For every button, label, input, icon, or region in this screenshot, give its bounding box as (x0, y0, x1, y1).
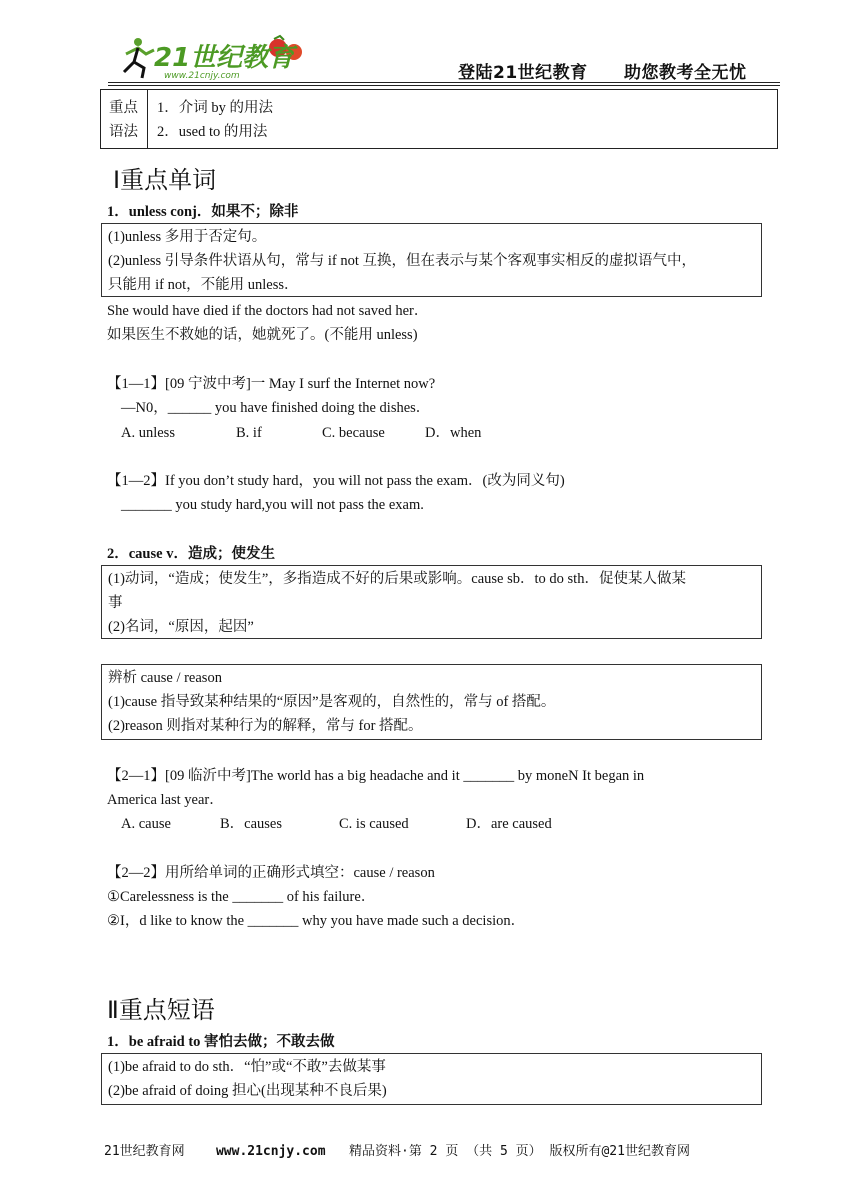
exercise-2-2-item-2: ②I，d like to know the _______ why you have made such a decision． (107, 913, 526, 929)
word2-note-line: (2)名词，“原因，起因” (108, 619, 254, 635)
grammar-item-1: 1．介词 by 的用法 (157, 100, 273, 116)
word1-note-line: (2)unless 引导条件状语从句，常与 if not 互换，但在表示与某个客观事实相反的虚拟语气中， (108, 253, 697, 269)
table-label-line2: 语法 (109, 124, 138, 140)
logo-graphic (108, 32, 308, 82)
exercise-2-1-line2: America last year． (107, 792, 224, 808)
phrase1-note-line: (2)be afraid of doing 担心(出现某种不良后果) (108, 1083, 387, 1099)
exercise-2-2-question: 【2—2】用所给单词的正确形式填空：cause / reason (107, 865, 435, 881)
exercise-2-2-item-1: ①Carelessness is the _______ of his failure． (107, 889, 376, 905)
svg-text:21世纪教育: 21世纪教育 (154, 43, 295, 73)
word2-comparison-box (101, 664, 762, 740)
exercise-1-1-line2: —N0，______ you have finished doing the dishes． (121, 400, 431, 416)
exercise-1-2-line2: _______ you study hard,you will not pass the exam. (121, 497, 424, 513)
header-slogan-left: 登陆21世纪教育 (458, 63, 588, 83)
phrase1-notes-box (101, 1053, 762, 1105)
word1-note-line: (1)unless 多用于否定句。 (108, 229, 267, 245)
word1-example-cn: 如果医生不救她的话，她就死了。(不能用 unless) (107, 327, 418, 343)
svg-text:www.21cnjy.com: www.21cnjy.com (164, 71, 240, 81)
exercise-1-1-option: B. if (236, 425, 262, 441)
footer-site: 21世纪教育网 (104, 1144, 185, 1159)
section-title-phrases: Ⅱ重点短语 (107, 996, 215, 1024)
header-slogan-right: 助您教考全无忧 (624, 63, 747, 83)
phrase1-note-line: (1)be afraid to do sth．“怕”或“不敢”去做某事 (108, 1059, 386, 1075)
footer-page-info: 精品资料·第 2 页 （共 5 页） 版权所有@21世纪教育网 (349, 1144, 690, 1159)
phrase1-heading: 1．be afraid to 害怕去做；不敢去做 (107, 1034, 335, 1050)
word2-heading: 2．cause v．造成；使发生 (107, 546, 275, 562)
header-rule (108, 82, 780, 83)
table-label-line1: 重点 (109, 100, 138, 116)
comparison-line: 辨析 cause / reason (108, 670, 222, 686)
word2-notes-box (101, 565, 762, 639)
exercise-1-1-option: C. because (322, 425, 385, 441)
exercise-2-1-option: D．are caused (466, 816, 552, 832)
word1-heading: 1．unless conj．如果不；除非 (107, 204, 299, 220)
word1-notes-box (101, 223, 762, 297)
key-grammar-table (100, 89, 778, 149)
header-rule-thin (108, 85, 780, 86)
exercise-1-2-question: 【1—2】If you don’t study hard，you will not pass the exam．(改为同义句) (107, 473, 565, 489)
exercise-1-1-option: D．when (425, 425, 482, 441)
section-title-words: Ⅰ重点单词 (113, 166, 217, 194)
word1-example-en: She would have died if the doctors had not saved her． (107, 303, 429, 319)
word2-note-line: 事 (108, 595, 123, 611)
word1-note-line: 只能用 if not，不能用 unless． (108, 277, 299, 293)
exercise-2-1-question: 【2—1】[09 临沂中考]The world has a big headache and it _______ by moneN It began in (107, 768, 645, 784)
exercise-1-1-option: A. unless (121, 425, 175, 441)
footer-url[interactable]: www.21cnjy.com (215, 1144, 326, 1159)
page-footer (104, 1140, 690, 1159)
grammar-item-2: 2．used to 的用法 (157, 124, 268, 140)
word2-note-line: (1)动词，“造成；使发生”，多指造成不好的后果或影响。cause sb．to do sth．促使某人做某 (108, 571, 686, 587)
comparison-line: (1)cause 指导致某种结果的“原因”是客观的，自然性的，常与 of 搭配。 (108, 694, 556, 710)
exercise-2-1-option: C. is caused (339, 816, 409, 832)
comparison-line: (2)reason 则指对某种行为的解释，常与 for 搭配。 (108, 718, 423, 734)
exercise-2-1-option: B．causes (220, 816, 283, 832)
exercise-1-1-question: 【1—1】[09 宁波中考]一 May I surf the Internet now? (107, 376, 436, 392)
exercise-2-1-option: A. cause (121, 816, 171, 832)
site-logo (108, 32, 308, 82)
